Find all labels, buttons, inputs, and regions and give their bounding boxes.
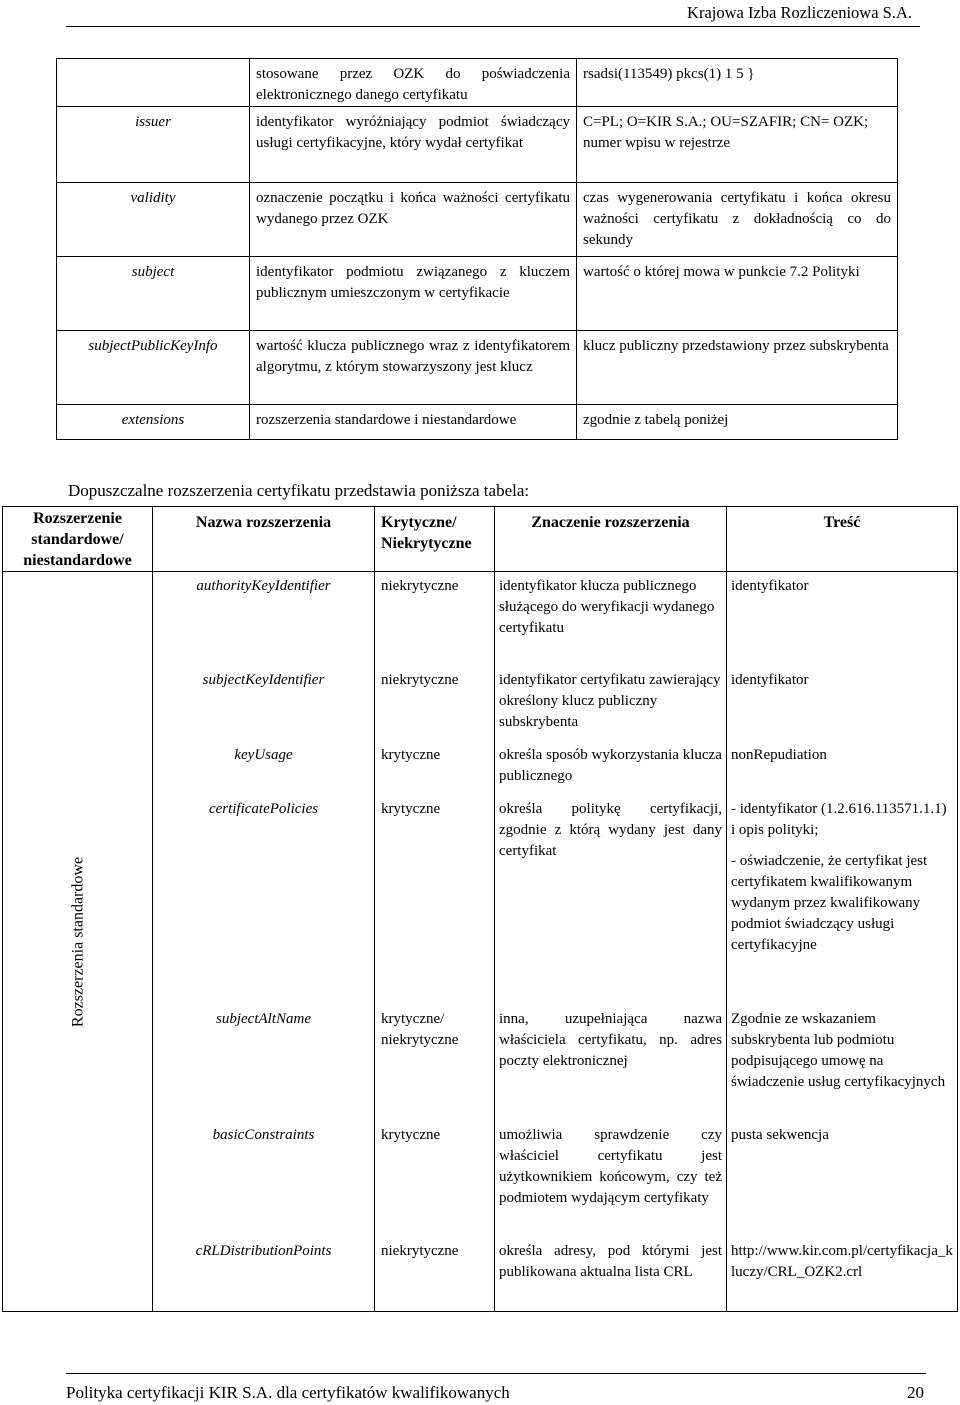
extension-meaning: identyfikator certyfikatu zawierający określony klucz publiczny subskrybenta (499, 672, 721, 730)
extension-content: nonRepudiation (731, 747, 827, 763)
header-content: Treść (727, 507, 958, 572)
table-row (57, 405, 898, 440)
field-key: subjectPublicKeyInfo (57, 331, 250, 405)
critical-flag: krytyczne/ niekrytyczne (381, 1011, 459, 1048)
group-label-cell (3, 572, 153, 1312)
header-meaning: Znaczenie rozszerzenia (495, 507, 727, 572)
header-extension-type: Rozszerzenie standardowe/ niestandardowe (3, 507, 153, 572)
table-row (3, 572, 958, 1312)
extension-name: certificatePolicies (208, 801, 319, 817)
extension-meaning: określa sposób wykorzystania klucza publicznego (499, 747, 722, 784)
extension-meaning: inna, uzupełniająca nazwa właściciela certyfikatu, np. adres poczty elektronicznej (499, 1011, 722, 1069)
footer-title: Polityka certyfikacji KIR S.A. dla certyfikatów kwalifikowanych (66, 1383, 510, 1402)
critical-flag: krytyczne (381, 801, 441, 817)
header-rule (66, 26, 920, 27)
field-key (57, 59, 250, 107)
extension-meaning: umożliwia sprawdzenie czy właściciel certyfikatu jest użytkownikiem końcowym, czy też podmiotem wydającym certyfikaty (499, 1127, 722, 1206)
footer-rule (66, 1373, 926, 1374)
extension-content: identyfikator (731, 672, 809, 688)
critical-flag: niekrytyczne (381, 672, 459, 688)
extension-meaning: identyfikator klucza publicznego służącego do weryfikacji wydanego certyfikatu (499, 578, 715, 636)
critical-flag: niekrytyczne (381, 578, 459, 594)
extension-name: basicConstraints (212, 1127, 315, 1143)
header-organization: Krajowa Izba Rozliczeniowa S.A. (687, 3, 912, 22)
extensions-table (2, 506, 958, 1312)
group-label: Rozszerzenia standardowe (69, 856, 86, 1027)
extension-content: http://www.kir.com.pl/certyfikacja_kluczy/CRL_OZK2.crl (731, 1243, 953, 1280)
field-description: rozszerzenia standardowe i niestandardowe (250, 405, 577, 440)
field-value: zgodnie z tabelą poniżej (577, 405, 898, 440)
field-description: identyfikator podmiotu związanego z kluczem publicznym umieszczonym w certyfikacie (250, 257, 577, 331)
field-description: oznaczenie początku i końca ważności certyfikatu wydanego przez OZK (250, 183, 577, 257)
extension-meaning: określa politykę certyfikacji, zgodnie z którą wydany jest dany certyfikat (499, 801, 722, 859)
extension-name-column (153, 572, 375, 1312)
table-row (57, 107, 898, 183)
field-value: rsadsi(113549) pkcs(1) 1 5 } (577, 59, 898, 107)
table-header-row (3, 507, 958, 572)
field-description: wartość klucza publicznego wraz z identyfikatorem algorytmu, z którym stowarzyszony jest klucz (250, 331, 577, 405)
table-row (57, 257, 898, 331)
table-row (57, 183, 898, 257)
field-description: stosowane przez OZK do poświadczenia elektronicznego danego certyfikatu (250, 59, 577, 107)
extension-name: subjectAltName (216, 1011, 311, 1027)
extension-content: Zgodnie ze wskazaniem subskrybenta lub podmiotu podpisującego umowę na świadczenie usług certyfikacyjnych (731, 1011, 946, 1090)
critical-column (375, 572, 495, 1312)
extension-name: authorityKeyIdentifier (196, 578, 331, 594)
extension-content: identyfikator (731, 578, 809, 594)
content-column (727, 572, 958, 1312)
table-row (57, 331, 898, 405)
extension-name: subjectKeyIdentifier (202, 672, 325, 688)
field-key: extensions (57, 405, 250, 440)
field-value: klucz publiczny przedstawiony przez subskrybenta (577, 331, 898, 405)
extensions-intro: Dopuszczalne rozszerzenia certyfikatu przedstawia poniższa tabela: (68, 481, 530, 500)
field-description: identyfikator wyróżniający podmiot świadczący usługi certyfikacyjne, który wydał certyfikat (250, 107, 577, 183)
extension-name: keyUsage (234, 747, 293, 763)
table-row (57, 59, 898, 107)
field-key: issuer (57, 107, 250, 183)
extension-content: - identyfikator (1.2.616.113571.1.1) i opis polityki; (731, 801, 947, 838)
extension-content: pusta sekwencja (731, 1127, 829, 1143)
certificate-fields-table (56, 58, 898, 440)
field-value: wartość o której mowa w punkcie 7.2 Polityki (577, 257, 898, 331)
header-critical: Krytyczne/ Niekrytyczne (375, 507, 495, 572)
extension-content: - oświadczenie, że certyfikat jest certyfikatem kwalifikowanym wydanym przez kwalifikowany podmiot świadczący usługi certyfikacyjne (731, 853, 928, 953)
critical-flag: krytyczne (381, 1127, 441, 1143)
critical-flag: krytyczne (381, 747, 441, 763)
field-key: subject (57, 257, 250, 331)
field-key: validity (57, 183, 250, 257)
extension-meaning: określa adresy, pod którymi jest publikowana aktualna lista CRL (499, 1243, 722, 1280)
critical-flag: niekrytyczne (381, 1243, 459, 1259)
header-extension-name: Nazwa rozszerzenia (153, 507, 375, 572)
field-value: C=PL; O=KIR S.A.; OU=SZAFIR; CN= OZK; numer wpisu w rejestrze (577, 107, 898, 183)
extension-content-group (727, 795, 957, 1005)
paragraph-gap (731, 841, 953, 851)
meaning-column (495, 572, 727, 1312)
field-value: czas wygenerowania certyfikatu i końca okresu ważności certyfikatu z dokładnością co do sekundy (577, 183, 898, 257)
extension-name: cRLDistributionPoints (195, 1243, 332, 1259)
page-number: 20 (907, 1383, 924, 1402)
